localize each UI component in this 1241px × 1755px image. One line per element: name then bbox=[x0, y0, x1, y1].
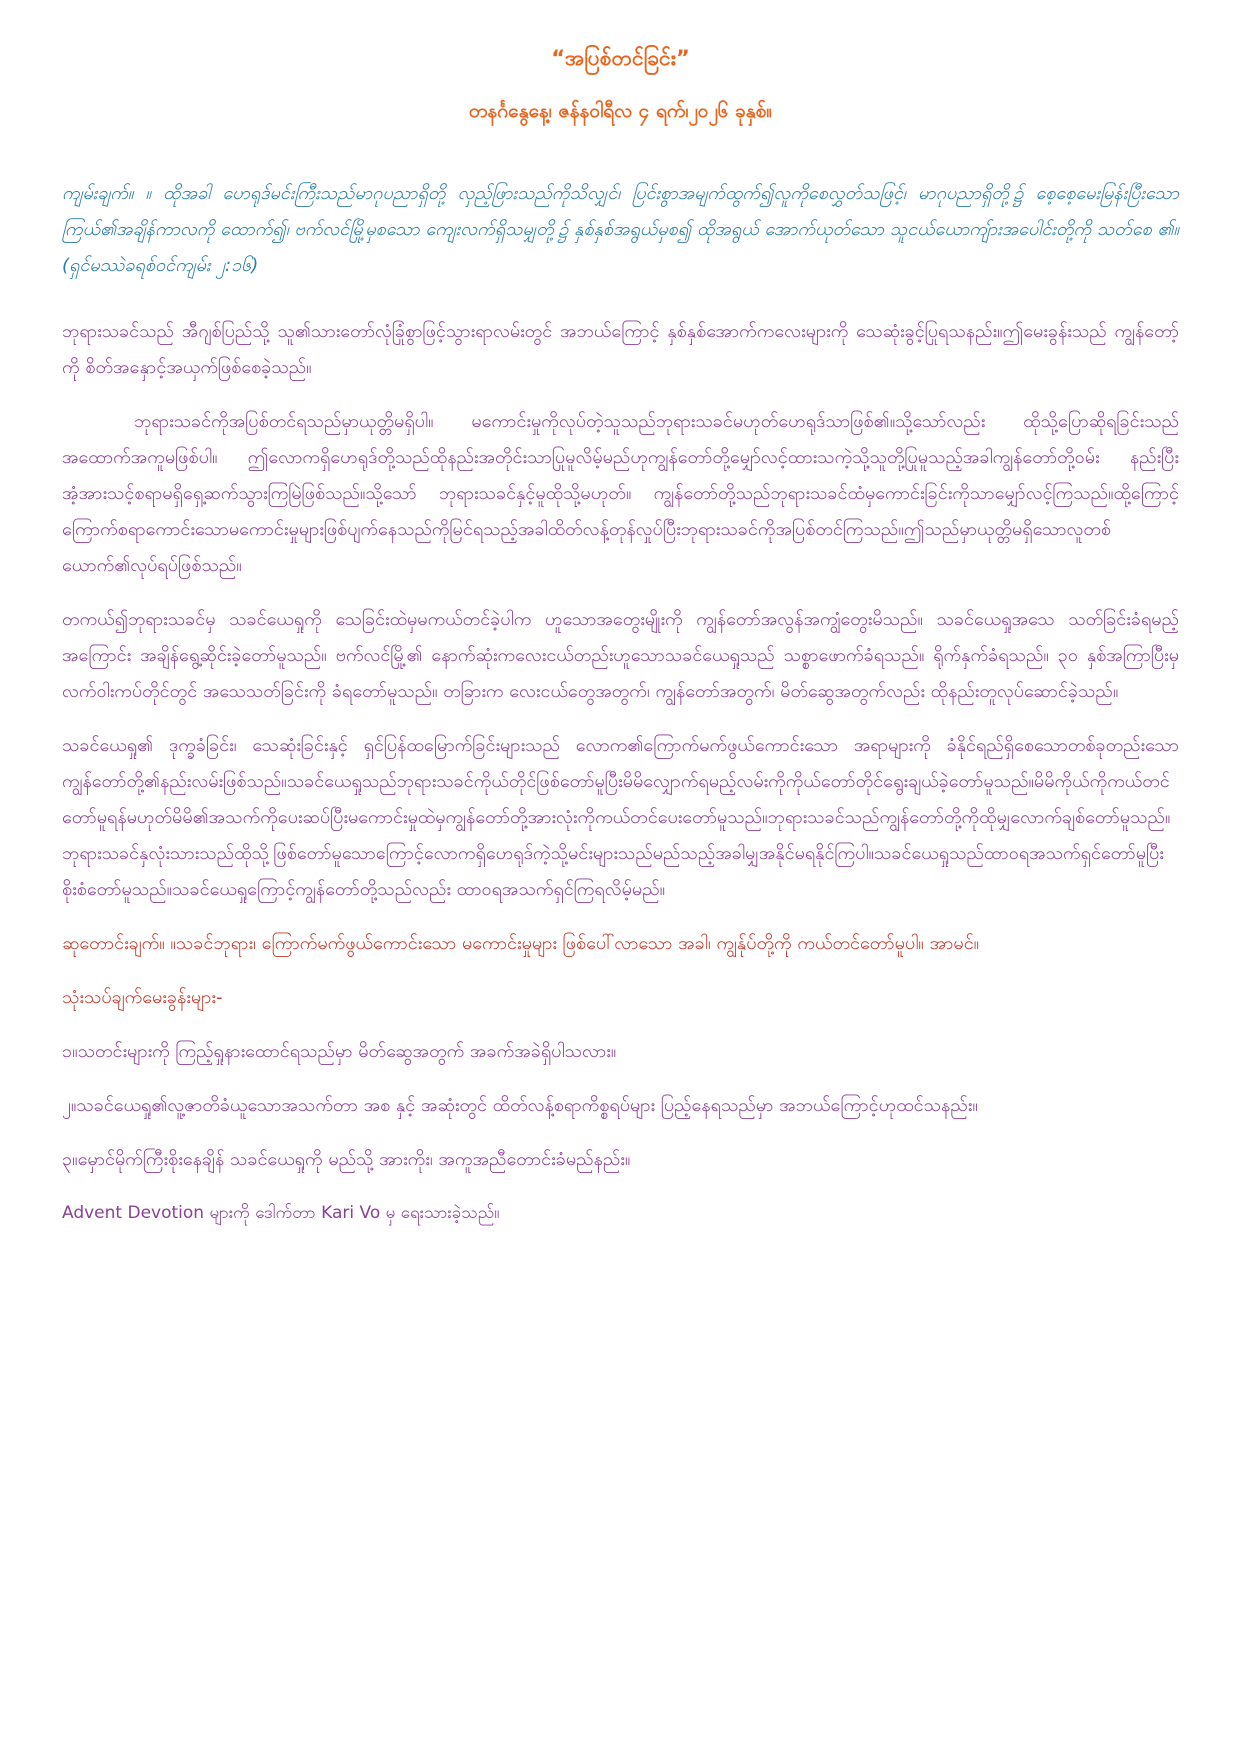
question-item: ၁။သတင်းများကို ကြည့်ရှုနားထောင်ရသည်မှာ မိတ်ဆွေအတွက် အခက်အခဲရှိပါသလား။ bbox=[62, 1041, 617, 1062]
scripture-passage: ကျမ်းချက်။ ။ ထိုအခါ ဟေရုဒ်မင်းကြီးသည်မာဂုပညာရှိတို့ လှည့်ဖြားသည်ကိုသိလျှင်၊ ပြင်းစွာအမျက်ထွက်၍လူကိုစေလွှတ်သဖြင့်၊ မာဂုပညာရှိတို့၌ စေ့စေ့မေးမြန်းပြီးသော ကြယ်၏အချိန်ကာလကို ထောက်၍၊ ဗက်လင်မြို့မှစသော ကျေးလက်ရှိသမျှတို့၌ နှစ်နှစ်အရွယ်မှစ၍ ထိုအရွယ် အောက်ယုတ်သော သူငယ်ယောကျ်ားအပေါင်းတို့ကို သတ်စေ ၏။ (ရှင်မဿဲခရစ်ဝင်ကျမ်း ၂:၁၆) bbox=[62, 183, 1179, 276]
body-paragraph: ဘုရားသခင်ကိုအပြစ်တင်ရသည်မှာယုတ္တိမရှိပါ။ မကောင်းမှုကိုလုပ်တဲ့သူသည်ဘုရားသခင်မဟုတ်ဟေရုဒ်သာဖြစ်၏။သို့သော်လည်း ထိုသို့ပြောဆိုရခြင်းသည်အထောက်အကူမဖြစ်ပါ။ ဤလောကရှိဟေရုဒ်တို့သည်ထိုနည်းအတိုင်းသာပြုမူလိမ့်မည်ဟုကျွန်တော်တို့မျှော်လင့်ထားသကဲ့သို့သူတို့ပြုမူသည့်အခါကျွန်တော်တို့ဝမ်း နည်းပြီးအံ့အားသင့်စရာမရှိရှေ့ဆက်သွားကြမြဲဖြစ်သည်။သို့သော် ဘုရားသခင်နှင့်မူထိုသို့မဟုတ်။ ကျွန်တော်တို့သည်ဘုရားသခင်ထံမှကောင်းခြင်းကိုသာမျှော်လင့်ကြသည်။ထို့ကြောင့်ကြောက်စရာကောင်းသောမကောင်းမှုများဖြစ်ပျက်နေသည်ကိုမြင်ရသည့်အခါထိတ်လန့်တုန်လှုပ်ပြီးဘုရားသခင်ကိုအပြစ်တင်ကြသည်။ဤသည်မှာယုတ္တိမရှိသောလူတစ်ယောက်၏လုပ်ရပ်ဖြစ်သည်။ bbox=[62, 411, 1179, 576]
author-credit: Advent Devotion များကို ဒေါက်တာ Kari Vo မှ ရေးသားခဲ့သည်။ bbox=[62, 1203, 500, 1223]
body-paragraph: သခင်ယေရှု၏ ဒုက္ခခံခြင်း၊ သေဆုံးခြင်းနှင့် ရှင်ပြန်ထမြောက်ခြင်းများသည် လောက၏ကြောက်မက်ဖွယ်ကောင်းသော အရာများကို ခံနိုင်ရည်ရှိစေသောတစ်ခုတည်းသောကျွန်တော်တို့၏နည်းလမ်းဖြစ်သည်။သခင်ယေရှုသည်ဘုရားသခင်ကိုယ်တိုင်ဖြစ်တော်မူပြီးမိမိလျှောက်ရမည့်လမ်းကိုကိုယ်တော်တိုင်ရွေးချယ်ခဲ့တော်မူသည်။မိမိကိုယ်ကိုကယ်တင်တော်မူရန်မဟုတ်မိမိ၏အသက်ကိုပေးဆပ်ပြီးမကောင်းမှုထဲမှကျွန်တော်တို့အားလုံးကိုကယ်တင်ပေးတော်မူသည်။ဘုရားသခင်သည်ကျွန်တော်တို့ကိုထိုမျှလောက်ချစ်တော်မူသည်။ဘုရားသခင်နှလုံးသားသည်ထိုသို့ဖြစ်တော်မူသောကြောင့်လောကရှိဟေရုဒ်ကဲ့သို့မင်းများသည်မည်သည့်အခါမျှအနိုင်မရနိုင်ကြပါ။သခင်ယေရှုသည်ထာဝရအသက်ရှင်တော်မူပြီးစိုးစံတော်မူသည်။သခင်ယေရှုကြောင့်ကျွန်တော်တို့သည်လည်း ထာဝရအသက်ရှင်ကြရလိမ့်မည်။ bbox=[62, 735, 1179, 900]
page-title: “အပြစ်တင်ခြင်း” bbox=[551, 46, 690, 70]
prayer-text: ဆုတောင်းချက်။ ။သခင်ဘုရား၊ ကြောက်မက်ဖွယ်ကောင်းသော မကောင်းမှုများ ဖြစ်ပေါ်လာသော အခါ၊ ကျွန်ုပ်တို့ကို ကယ်တင်တော်မူပါ။ အာမင်။ bbox=[62, 933, 980, 954]
body-paragraph: တကယ်၍ဘုရားသခင်မှ သခင်ယေရှုကို သေခြင်းထဲမှမကယ်တင်ခဲ့ပါက ဟူသောအတွေးမျိုးကို ကျွန်တော်အလွန်အကျွံတွေးမိသည်။ သခင်ယေရှုအသေ သတ်ခြင်းခံရမည့်အကြောင်း အချိန်ရွေ့ဆိုင်းခဲ့တော်မူသည်။ ဗက်လင်မြို့၏ နောက်ဆုံးကလေးငယ်တည်းဟူသောသခင်ယေရှုသည် သစ္စာဖောက်ခံရသည်။ ရိုက်နှက်ခံရသည်။ ၃၀ နှစ်အကြာပြီးမှ လက်ဝါးကပ်တိုင်တွင် အသေသတ်ခြင်းကို ခံရတော်မူသည်။ တခြားက လေးငယ်တွေအတွက်၊ ကျွန်တော်အတွက်၊ မိတ်ဆွေအတွက်လည်း ထိုနည်းတူလုပ်ဆောင်ခဲ့သည်။ bbox=[62, 609, 1179, 702]
date-line: တနင်္ဂနွေနေ့၊ ဇန်နဝါရီလ ၄ ရက်၊၂၀၂၆ ခုနှစ်။ bbox=[468, 100, 773, 122]
question-item: ၂။သခင်ယေရှု၏လူ့ဇာတိခံယူသောအသက်တာ အစ နှင့် အဆုံးတွင် ထိတ်လန့်စရာကိစ္စရပ်များ ပြည့်နေရသည်မှာ အဘယ်ကြောင့်ဟုထင်သနည်း။ bbox=[62, 1095, 978, 1116]
questions-heading: သုံးသပ်ချက်မေးခွန်းများ- bbox=[62, 987, 223, 1008]
question-item: ၃။မှောင်မိုက်ကြီးစိုးနေချိန် သခင်ယေရှုကို မည်သို့ အားကိုး၊ အကူအညီတောင်းခံမည်နည်း။ bbox=[62, 1149, 631, 1170]
body-paragraph: ဘုရားသခင်သည် အီဂျစ်ပြည်သို့ သူ၏သားတော်လုံခြုံစွာဖြင့်သွားရာလမ်းတွင် အဘယ်ကြောင့် နှစ်နှစ်အောက်ကလေးများကို သေဆုံးခွင့်ပြုရသနည်း။ဤမေးခွန်းသည် ကျွန်တော့်ကို စိတ်အနှောင့်အယှက်ဖြစ်စေခဲ့သည်။ bbox=[62, 321, 1179, 378]
